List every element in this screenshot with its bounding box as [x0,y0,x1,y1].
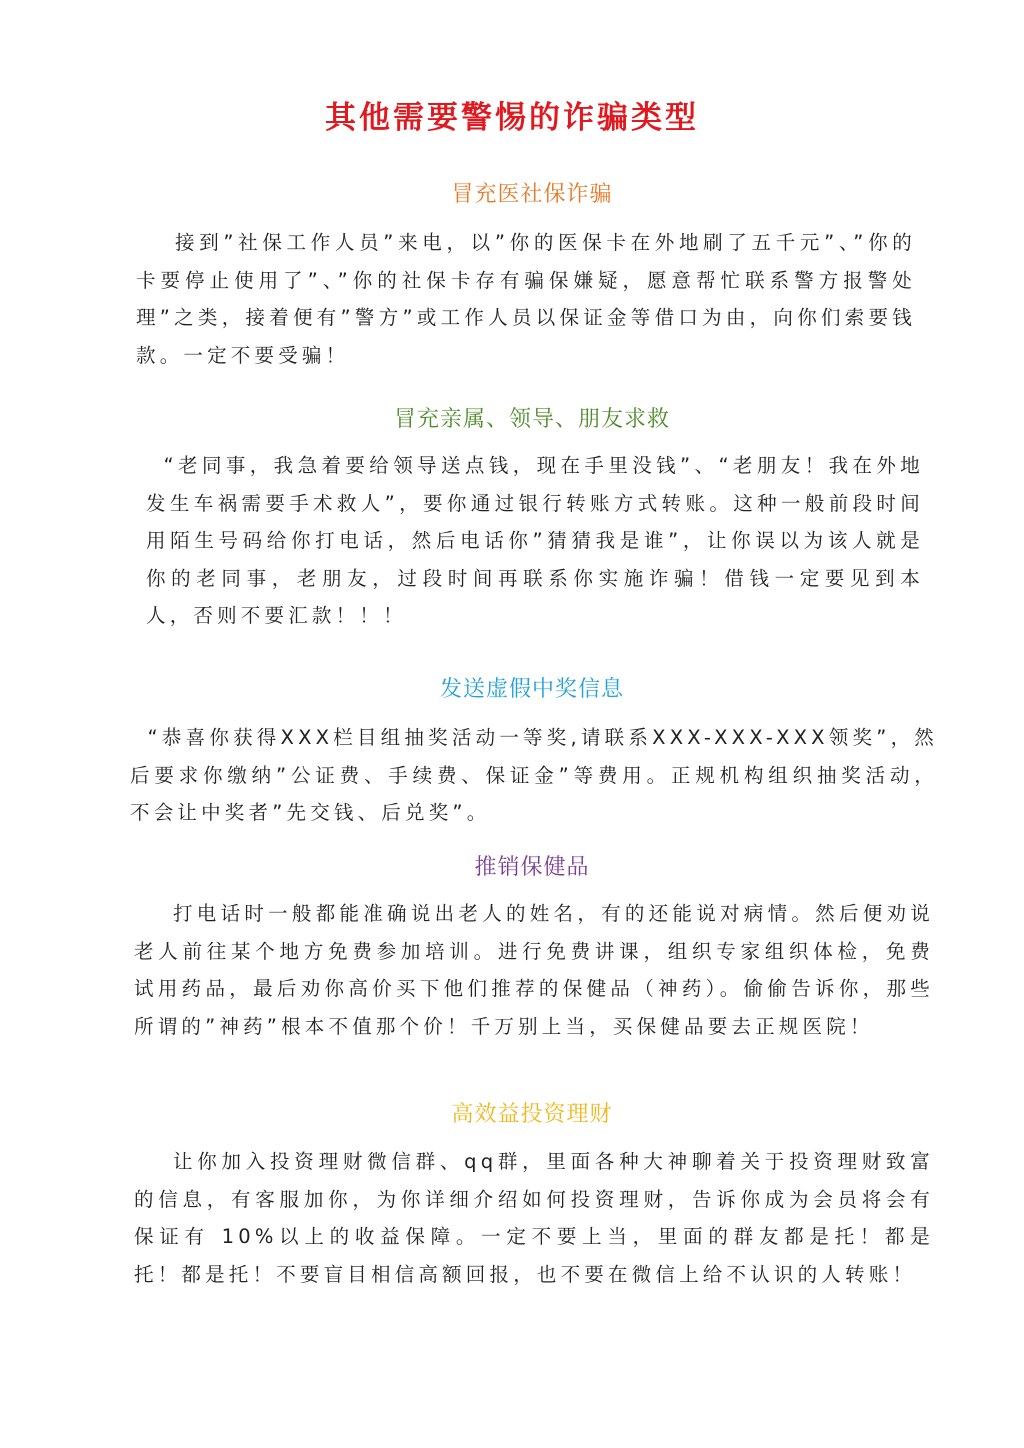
section-heading-medical-insurance-fraud: 冒充医社保诈骗 [451,182,613,207]
section-body-impersonating-relatives: “老同事，我急着要给领导送点钱，现在手里没钱”、“老朋友！我在外地发生车祸需要手术救人”，要你通过银行转账方式转账。这种一般前段时间用陌生号码给你打电话，然后电话你”猜猜我是谁”，让你误以为该人就是你的老同事，老朋友，过段时间再联系你实施诈骗！借钱一定要见到本人，否则不要汇款！！！ [146,454,924,628]
section-body-investment-fraud: 让你加入投资理财微信群、qq群，里面各种大神聊着关于投资理财致富的信息，有客服加你，为你详细介绍如何投资理财，告诉你成为会员将会有保证有 10%以上的收益保障。一定不要上当，里面的群友都是托！都是托！都是托！不要盲目相信高额回报，也不要在微信上给不认识的人转账！ [134,1150,934,1286]
section-heading-investment-fraud: 高效益投资理财 [451,1102,613,1127]
section-heading-health-products: 推销保健品 [474,855,590,880]
page-title: 其他需要警惕的诈骗类型 [325,100,699,136]
section-body-medical-insurance-fraud: 接到”社保工作人员”来电，以”你的医保卡在外地刷了五千元”、”你的卡要停止使用了”、”你的社保卡存有骗保嫌疑，愿意帮忙联系警方报警处理”之类，接着便有”警方”或工作人员以保证金等借口为由，向你们索要钱款。一定不要受骗！ [136,231,916,367]
section-heading-fake-prize: 发送虚假中奖信息 [439,677,624,702]
section-body-fake-prize: “恭喜你获得XXX栏目组抽奖活动一等奖,请联系XXX-XXX-XXX领奖”，然后要求你缴纳”公证费、手续费、保证金”等费用。正规机构组织抽奖活动，不会让中奖者”先交钱、后兑奖”。 [130,726,938,825]
section-heading-impersonating-relatives: 冒充亲属、领导、朋友求救 [393,407,670,432]
section-body-health-products: 打电话时一般都能准确说出老人的姓名，有的还能说对病情。然后便劝说老人前往某个地方免费参加培训。进行免费讲课，组织专家组织体检，免费试用药品，最后劝你高价买下他们推荐的保健品（神药）。偷偷告诉你，那些所谓的”神药”根本不值那个价！千万别上当，买保健品要去正规医院！ [134,902,934,1038]
